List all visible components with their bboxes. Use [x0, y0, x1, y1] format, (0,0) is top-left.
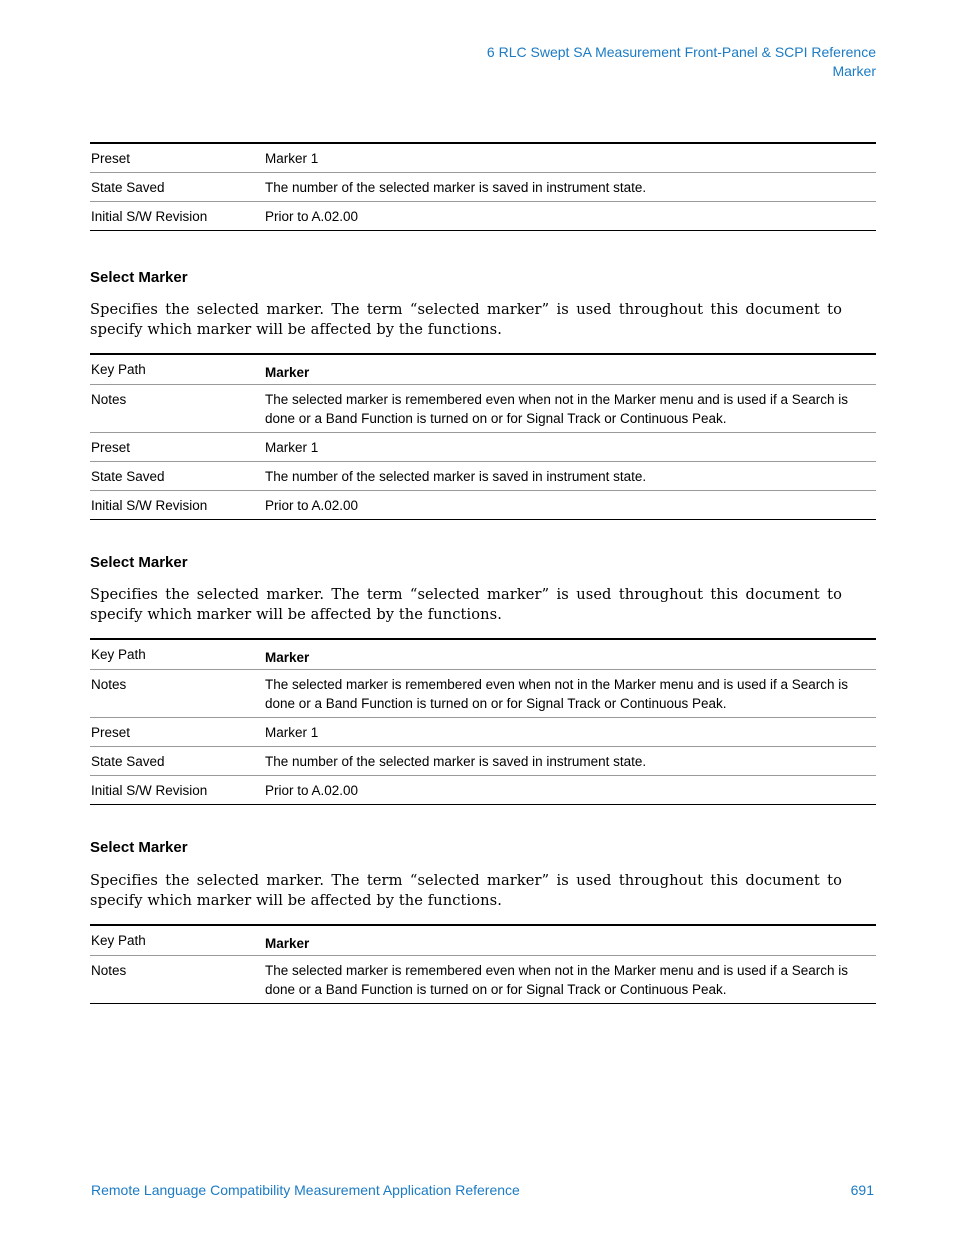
row-label: Key Path — [90, 925, 265, 956]
row-label: Notes — [90, 385, 265, 433]
running-header — [487, 43, 876, 81]
row-value: Marker 1 — [265, 433, 876, 462]
table-row — [90, 747, 876, 776]
table-row — [90, 143, 876, 173]
section-heading: Select Marker — [90, 839, 188, 856]
table-row — [90, 956, 876, 1004]
header-section: Marker — [832, 63, 876, 79]
row-label: Notes — [90, 956, 265, 1004]
table-row — [90, 776, 876, 805]
row-label: Initial S/W Revision — [90, 491, 265, 520]
page-number: 691 — [850, 1182, 874, 1198]
row-label: State Saved — [90, 747, 265, 776]
header-chapter: 6 RLC Swept SA Measurement Front-Panel & SCPI Reference — [486, 44, 876, 60]
footer-title: Remote Language Compatibility Measurement Application Reference — [91, 1182, 520, 1198]
row-value: The number of the selected marker is saved in instrument state. — [265, 747, 876, 776]
row-label: Preset — [90, 718, 265, 747]
row-value: The selected marker is remembered even when not in the Marker menu and is used if a Search is done or a Band Function is turned on or for Signal Track or Continuous Peak. — [265, 385, 876, 433]
row-label: Notes — [90, 670, 265, 718]
section-heading: Select Marker — [90, 269, 188, 286]
table-row — [90, 462, 876, 491]
table-row — [90, 491, 876, 520]
row-label: Preset — [90, 143, 265, 173]
table-row — [90, 433, 876, 462]
row-value: Marker 1 — [265, 718, 876, 747]
row-value: Marker — [265, 639, 876, 670]
table-row — [90, 173, 876, 202]
table-row — [90, 639, 876, 670]
row-label: Initial S/W Revision — [90, 202, 265, 231]
row-value: Marker — [265, 925, 876, 956]
row-value: Prior to A.02.00 — [265, 491, 876, 520]
section-description: Specifies the selected marker. The term “selected marker” is used throughout this document to specify which marker will be affected by the functions. — [90, 301, 842, 338]
row-value: Marker 1 — [265, 143, 876, 173]
row-value: The number of the selected marker is saved in instrument state. — [265, 173, 876, 202]
table-preset-info — [90, 142, 876, 231]
row-value: The selected marker is remembered even when not in the Marker menu and is used if a Search is done or a Band Function is turned on or for Signal Track or Continuous Peak. — [265, 670, 876, 718]
row-label: Key Path — [90, 639, 265, 670]
row-label: Initial S/W Revision — [90, 776, 265, 805]
table-row — [90, 718, 876, 747]
section-description: Specifies the selected marker. The term “selected marker” is used throughout this document to specify which marker will be affected by the functions. — [90, 872, 842, 909]
table-row — [90, 354, 876, 385]
row-value: The selected marker is remembered even when not in the Marker menu and is used if a Search is done or a Band Function is turned on or for Signal Track or Continuous Peak. — [265, 956, 876, 1004]
row-label: State Saved — [90, 462, 265, 491]
row-value: Prior to A.02.00 — [265, 776, 876, 805]
row-value: Marker — [265, 354, 876, 385]
table-row — [90, 202, 876, 231]
table-select-marker — [90, 924, 876, 1004]
table-select-marker — [90, 353, 876, 520]
section-heading: Select Marker — [90, 554, 188, 571]
row-value: Prior to A.02.00 — [265, 202, 876, 231]
row-label: Preset — [90, 433, 265, 462]
row-label: Key Path — [90, 354, 265, 385]
table-row — [90, 385, 876, 433]
row-value: The number of the selected marker is saved in instrument state. — [265, 462, 876, 491]
table-select-marker — [90, 638, 876, 805]
row-label: State Saved — [90, 173, 265, 202]
section-description: Specifies the selected marker. The term “selected marker” is used throughout this document to specify which marker will be affected by the functions. — [90, 586, 842, 623]
table-row — [90, 670, 876, 718]
table-row — [90, 925, 876, 956]
